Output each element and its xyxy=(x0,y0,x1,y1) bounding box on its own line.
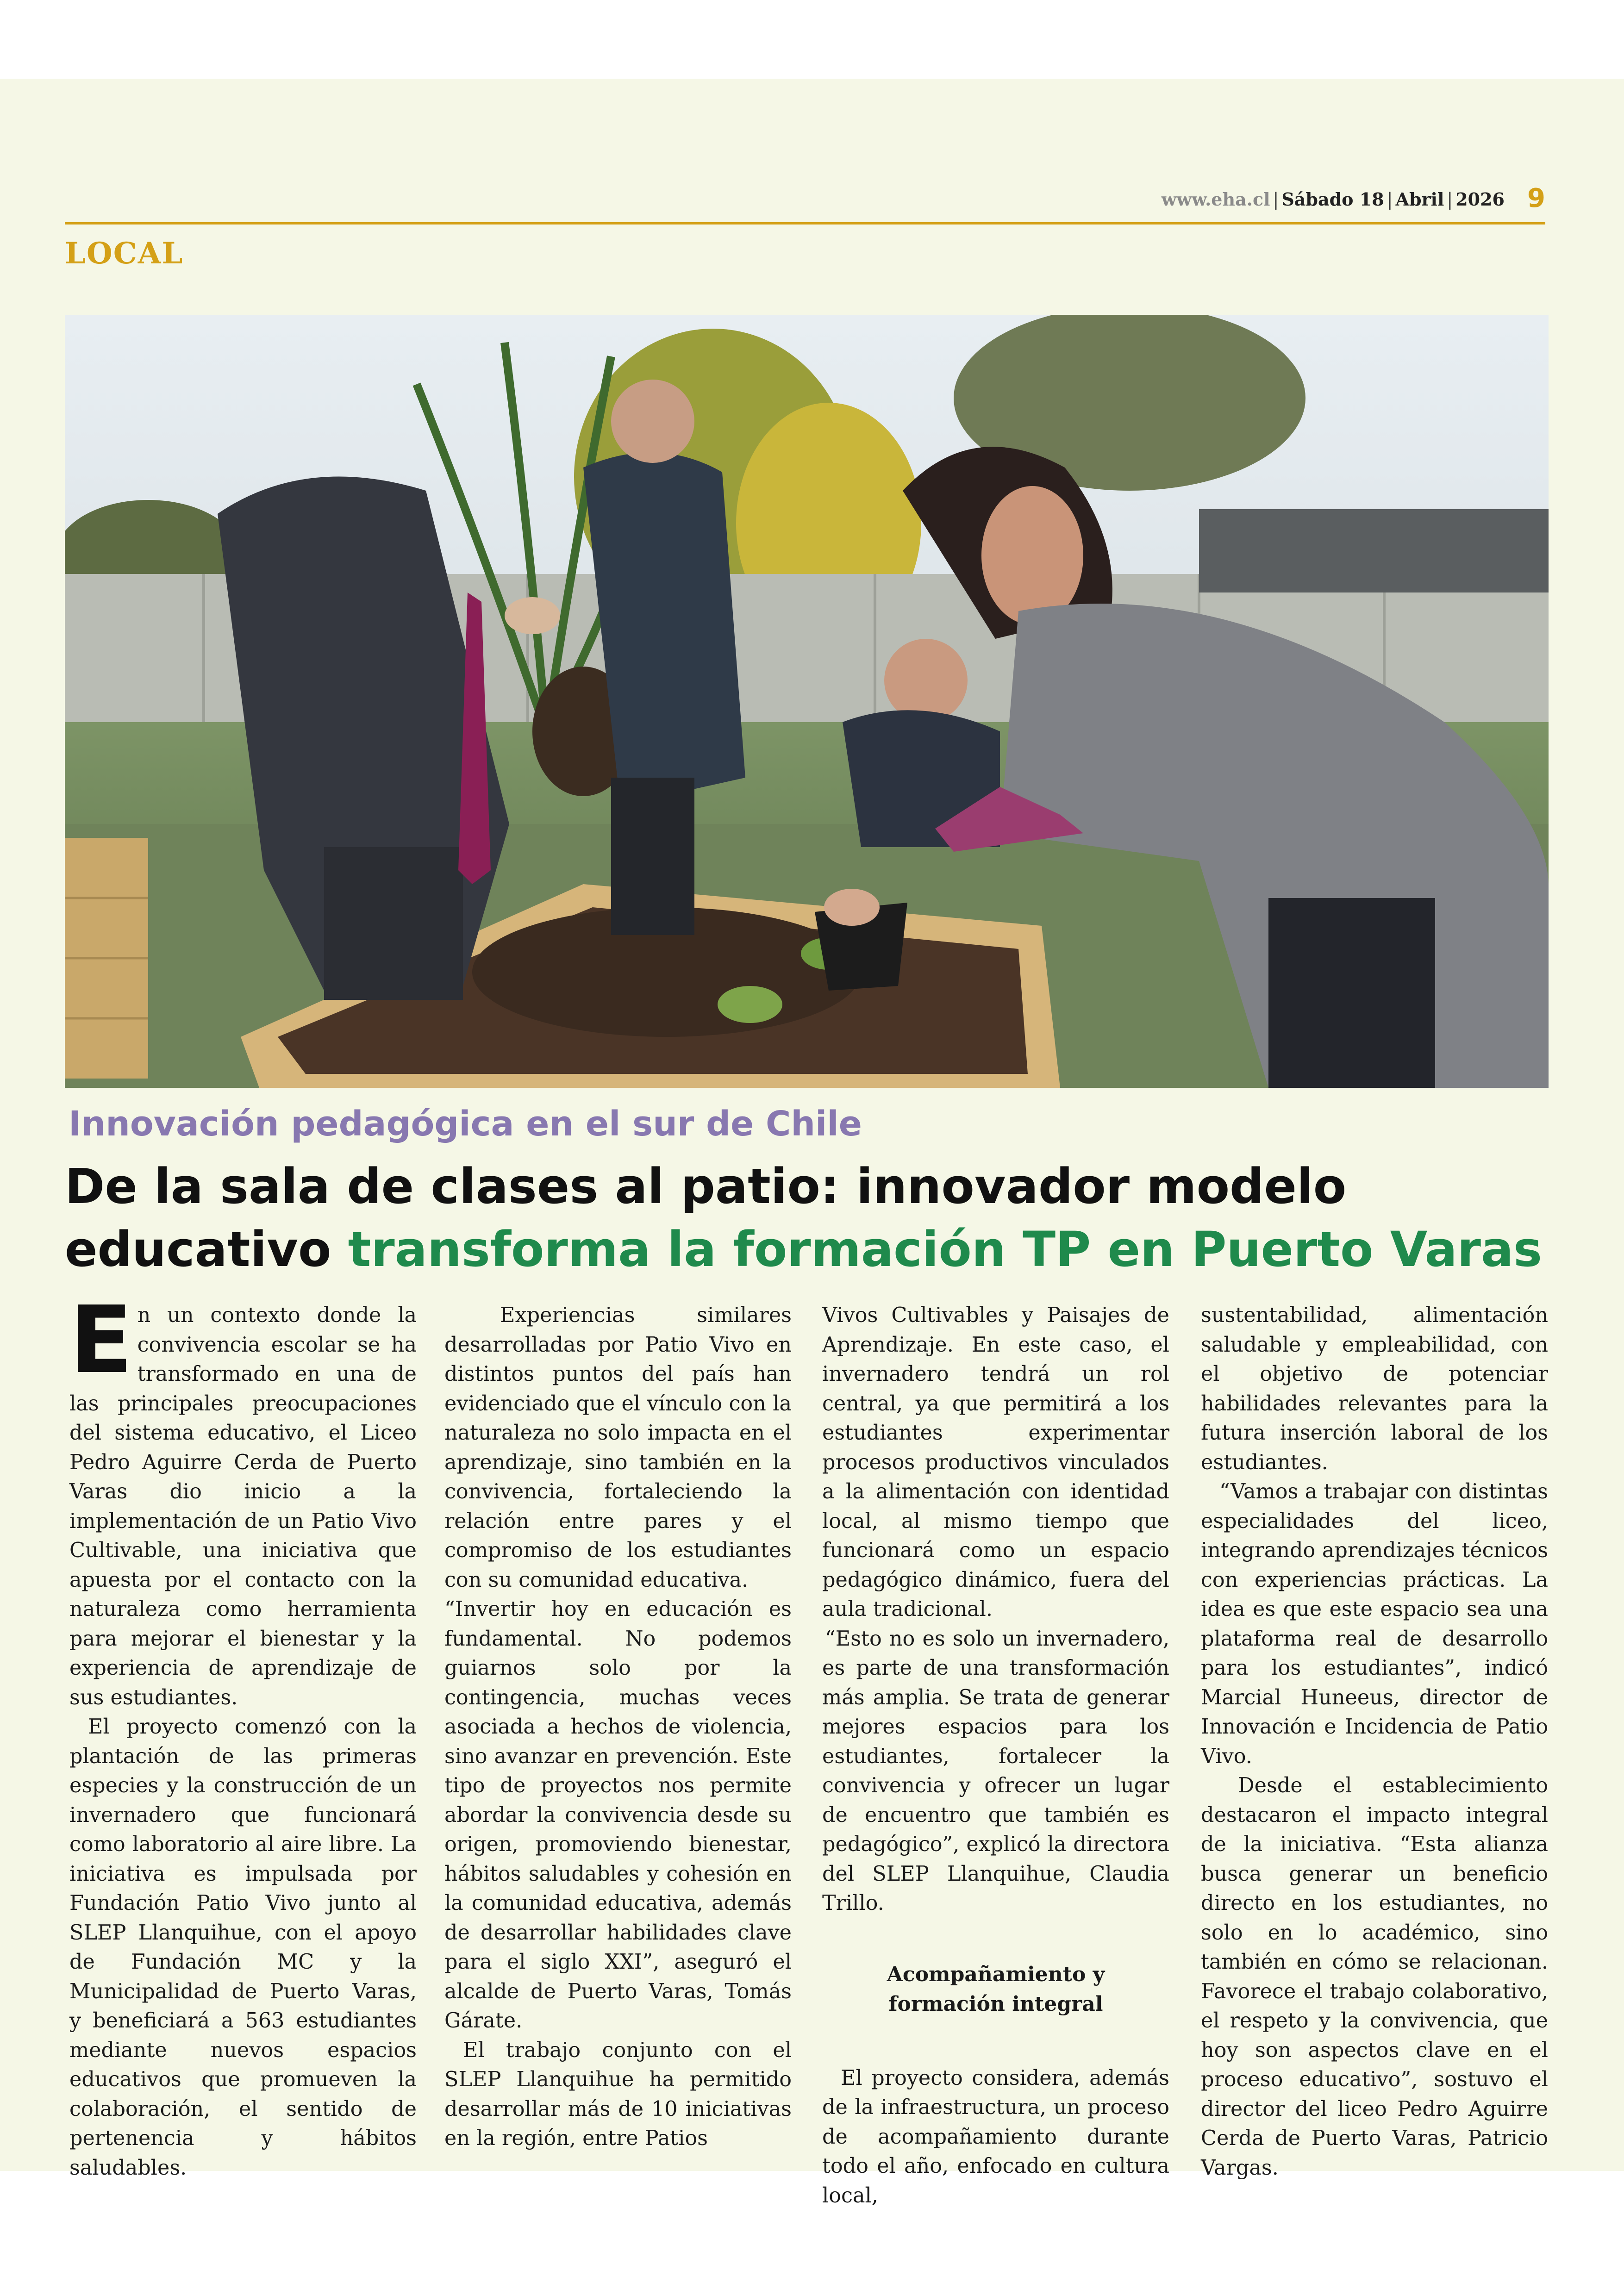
paragraph: El trabajo conjunto con el SLEP Llanquihue ha permitido desarrollar más de 10 iniciativas en la región, entre Patios xyxy=(444,2038,792,2150)
date-month: Abril xyxy=(1395,189,1444,210)
paragraph: “Invertir hoy en educación es fundamental. No podemos guiarnos solo por la contingencia, muchas veces asociada a hechos de violencia, sino avanzar en prevención. Este tipo de proyectos nos permite abordar la convivencia desde su origen, promoviendo bienestar, hábitos saludables y cohesión en la comunidad educativa, además de desarrollar habilidades clave para el siglo XXI”, aseguró el alcalde de Puerto Varas, Tomás Gárate. xyxy=(444,1597,792,2033)
header-rule xyxy=(65,222,1545,225)
paragraph: sustentabilidad, alimentación saludable y empleabilidad, con el objetivo de potenciar habilidades relevantes para la futura inserción laboral de los estudiantes. xyxy=(1201,1303,1548,1474)
header-dateline: www.eha.cl | Sábado 18 | Abril | 2026 xyxy=(1161,189,1505,210)
page-header xyxy=(65,185,1545,218)
site-url: www.eha.cl xyxy=(1161,189,1270,210)
subheading-line-2: formación integral xyxy=(888,1992,1103,2016)
paragraph: El proyecto considera, además de la infraestructura, un proceso de acompañamiento durante todo el año, enfocado en cultura local, xyxy=(822,2066,1169,2208)
article-headline xyxy=(65,1155,1555,1281)
paragraph: n un contexto donde la convivencia escolar se ha transformado en una de las principales preocupaciones del sistema educativo, el Liceo Pedro Aguirre Cerda de Puerto Varas dio inicio a la implementación de un Patio Vivo Cultivable, una iniciativa que apuesta por el contacto con la naturaleza como herramienta para mejorar el bienestar y la experiencia de aprendizaje de sus estudiantes. xyxy=(69,1303,417,1709)
drop-cap: E xyxy=(69,1286,133,1394)
paragraph: “Vamos a trabajar con distintas especialidades del liceo, integrando aprendizajes técnicos con experiencias prácticas. La idea es que este espacio sea una plataforma real de desarrollo para los estudiantes”, indicó Marcial Huneeus, director de Innovación e Incidencia de Patio Vivo. xyxy=(1201,1480,1548,1768)
article-column-3 xyxy=(822,1301,1169,2210)
section-label: LOCAL xyxy=(65,236,184,271)
headline-main: De la sala de clases al patio: innovador modelo educativo xyxy=(65,1158,1347,1278)
article-subheading xyxy=(822,1960,1169,2019)
paragraph: Vivos Cultivables y Paisajes de Aprendizaje. En este caso, el invernadero tendrá un rol central, ya que permitirá a los estudiantes experimentar procesos productivos vinculados a la alimentación con identidad local, al mismo tiempo que funcionará como un espacio pedagógico dinámico, fuera del aula tradicional. xyxy=(822,1303,1169,1621)
date-day: Sábado 18 xyxy=(1281,189,1384,210)
page-number: 9 xyxy=(1527,183,1545,213)
article-column-4 xyxy=(1201,1301,1548,2183)
date-year: 2026 xyxy=(1455,189,1505,210)
garden-planting-photo xyxy=(65,315,1549,1088)
paragraph: “Esto no es solo un invernadero, es parte de una transformación más amplia. Se trata de generar mejores espacios para los estudiantes, fortalecer la convivencia y ofrecer un lugar de encuentro que también es pedagógico”, explicó la directora del SLEP Llanquihue, Claudia Trillo. xyxy=(822,1627,1169,1915)
article-kicker: Innovación pedagógica en el sur de Chile xyxy=(69,1104,862,1144)
subheading-line-1: Acompañamiento y xyxy=(887,1962,1105,1986)
paragraph: Desde el establecimiento destacaron el impacto integral de la iniciativa. “Esta alianza busca generar un beneficio directo en los estudiantes, no solo en lo académico, sino también en cómo se relacionan. Favorece el trabajo colaborativo, el respeto y la convivencia, que hoy son aspectos clave en el proceso educativo”, sostuvo el director del liceo Pedro Aguirre Cerda de Puerto Varas, Patricio Vargas. xyxy=(1201,1774,1548,2180)
paragraph: Experiencias similares desarrolladas por Patio Vivo en distintos puntos del país han evidenciado que el vínculo con la naturaleza no solo impacta en el aprendizaje, sino también en la convivencia, fortaleciendo la relación entre pares y el compromiso de los estudiantes con su comunidad educativa. xyxy=(444,1303,792,1592)
headline-green: transforma la formación TP en Puerto Varas xyxy=(348,1221,1543,1278)
article-column-2 xyxy=(444,1301,792,2153)
paragraph: El proyecto comenzó con la plantación de las primeras especies y la construcción de un invernadero que funcionará como laboratorio al aire libre. La iniciativa es impulsada por Fundación Patio Vivo junto al SLEP Llanquihue, con el apoyo de Fundación MC y la Municipalidad de Puerto Varas, y beneficiará a 563 estudiantes mediante nuevos espacios educativos que promueven la colaboración, el sentido de pertenencia y hábitos saludables. xyxy=(69,1715,417,2180)
article-photo xyxy=(65,315,1549,1088)
article-column-1 xyxy=(69,1286,417,2183)
